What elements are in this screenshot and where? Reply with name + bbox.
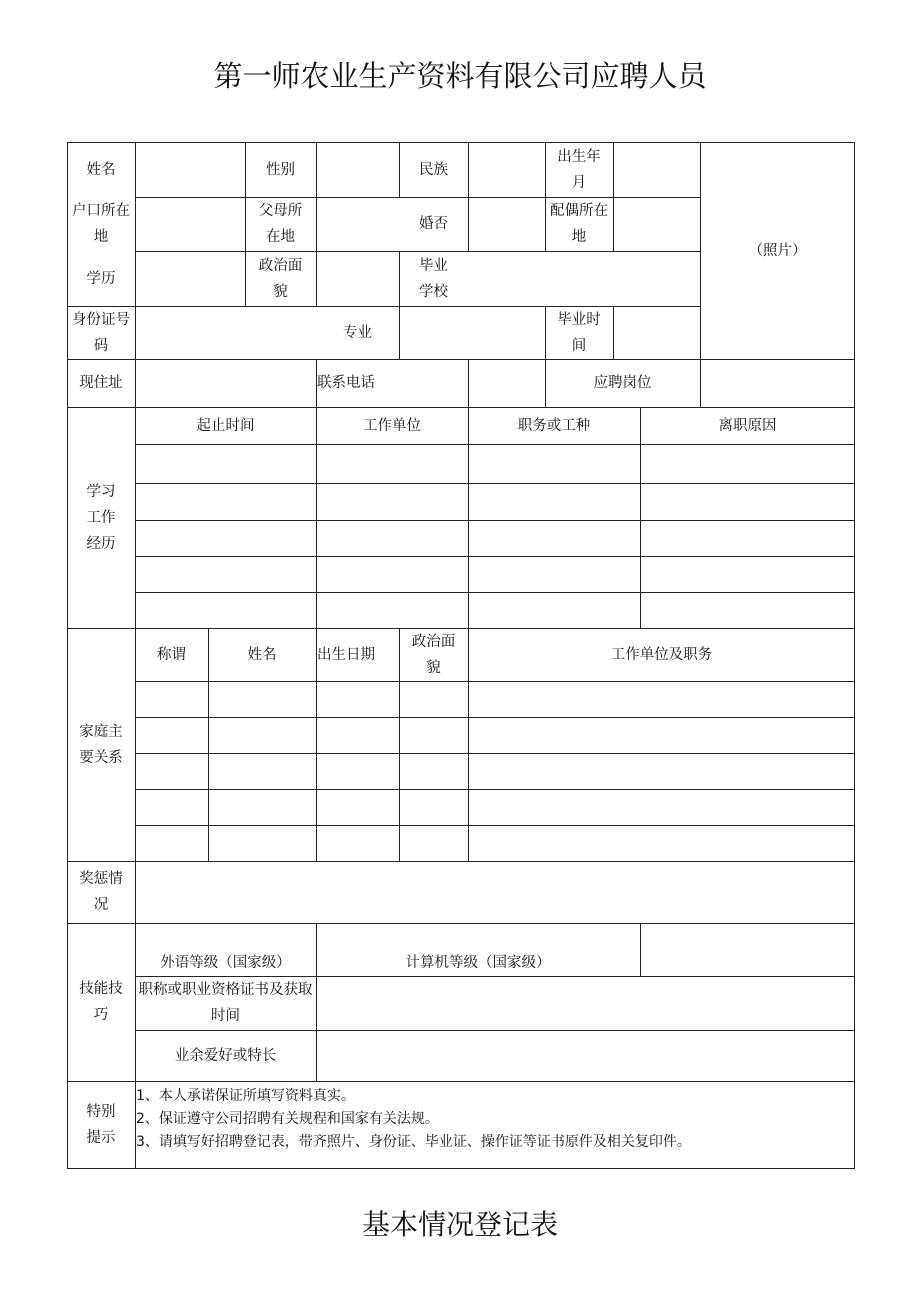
form-title: 第一师农业生产资料有限公司应聘人员 bbox=[213, 59, 707, 93]
notes-list bbox=[136, 1085, 855, 1154]
school-field[interactable] bbox=[468, 251, 700, 306]
education-label: 学历 bbox=[86, 270, 116, 287]
work-header-period: 起止时间 bbox=[196, 417, 255, 434]
certificate-field[interactable] bbox=[316, 976, 855, 1030]
family-header-employer: 工作单位及职务 bbox=[610, 646, 713, 663]
parents-field[interactable] bbox=[316, 197, 399, 251]
family-row[interactable] bbox=[135, 789, 855, 825]
family-row[interactable] bbox=[135, 681, 855, 717]
hobbies-field[interactable] bbox=[316, 1030, 855, 1081]
hobbies-label: 业余爱好或特长 bbox=[174, 1047, 277, 1064]
note-item: 1、本人承诺保证所填写资料真实。 bbox=[136, 1088, 355, 1104]
work-header-employer: 工作单位 bbox=[363, 417, 421, 434]
registration-form bbox=[67, 142, 855, 1169]
work-header-reason: 离职原因 bbox=[718, 417, 777, 434]
hukou-label: 户口所在地 bbox=[72, 203, 130, 245]
phone-label: 联系电话 bbox=[317, 375, 375, 391]
birth-field[interactable] bbox=[613, 142, 700, 197]
gender-field[interactable] bbox=[316, 142, 399, 197]
marital-label: 婚否 bbox=[419, 216, 448, 232]
birth-label: 出生年月 bbox=[557, 148, 601, 191]
family-header-name: 姓名 bbox=[247, 646, 277, 663]
note-item: 3、请填写好招聘登记表，带齐照片、身份证、毕业证、操作证等证书原件及相关复印件。 bbox=[136, 1134, 691, 1150]
address-field[interactable] bbox=[135, 359, 316, 407]
name-label: 姓名 bbox=[86, 161, 116, 178]
family-header-political: 政治面貌 bbox=[411, 633, 456, 676]
note-item: 2、保证遵守公司招聘有关规程和国家有关法规。 bbox=[136, 1111, 439, 1127]
work-history-label: 学习工作经历 bbox=[86, 483, 116, 552]
major-field[interactable] bbox=[399, 306, 545, 359]
parents-label: 父母所在地 bbox=[258, 203, 303, 245]
computer-level-field[interactable] bbox=[640, 923, 855, 976]
grad-time-label: 毕业时间 bbox=[557, 311, 601, 354]
language-level-label: 外语等级（国家级） bbox=[160, 955, 291, 971]
id-number-label: 身份证号码 bbox=[72, 311, 130, 354]
phone-field[interactable] bbox=[399, 359, 545, 407]
position-label: 应聘岗位 bbox=[593, 375, 652, 391]
ethnicity-label: 民族 bbox=[419, 161, 448, 178]
awards-label: 奖惩情况 bbox=[79, 871, 123, 913]
gender-label: 性别 bbox=[266, 161, 295, 178]
hukou-field[interactable] bbox=[135, 197, 245, 251]
work-header-role: 职务或工种 bbox=[517, 417, 591, 434]
major-label: 专业 bbox=[343, 324, 372, 341]
ethnicity-field[interactable] bbox=[468, 142, 545, 197]
certificate-label: 职称或职业资格证书及获取时间 bbox=[138, 982, 313, 1024]
work-row[interactable] bbox=[135, 444, 855, 483]
grad-time-field[interactable] bbox=[613, 306, 700, 359]
education-field[interactable] bbox=[135, 251, 245, 306]
address-label: 现住址 bbox=[79, 375, 123, 391]
family-row[interactable] bbox=[135, 753, 855, 789]
id-number-field[interactable] bbox=[135, 306, 316, 359]
work-row[interactable] bbox=[135, 592, 855, 628]
computer-level-label: 计算机等级（国家级） bbox=[405, 955, 551, 971]
family-label: 家庭主要关系 bbox=[79, 723, 123, 766]
form-subtitle: 基本情况登记表 bbox=[361, 1208, 558, 1241]
work-row[interactable] bbox=[135, 483, 855, 520]
name-field[interactable] bbox=[135, 142, 245, 197]
family-row[interactable] bbox=[135, 825, 855, 861]
position-field[interactable] bbox=[700, 359, 855, 407]
skills-label: 技能技巧 bbox=[79, 981, 123, 1023]
spouse-label: 配偶所在地 bbox=[550, 203, 608, 245]
family-header-relation: 称谓 bbox=[157, 646, 186, 663]
family-header-birth: 出生日期 bbox=[317, 646, 375, 663]
photo-box[interactable]: （照片） bbox=[748, 242, 807, 259]
work-row[interactable] bbox=[135, 520, 855, 556]
notes-label: 特别提示 bbox=[86, 1103, 116, 1146]
family-row[interactable] bbox=[135, 717, 855, 753]
awards-field[interactable] bbox=[135, 861, 855, 923]
political-field[interactable] bbox=[316, 251, 399, 306]
work-row[interactable] bbox=[135, 556, 855, 592]
school-label: 毕业学校 bbox=[419, 257, 448, 300]
marital-field[interactable] bbox=[468, 197, 545, 251]
spouse-field[interactable] bbox=[613, 197, 700, 251]
political-label: 政治面貌 bbox=[258, 257, 303, 300]
